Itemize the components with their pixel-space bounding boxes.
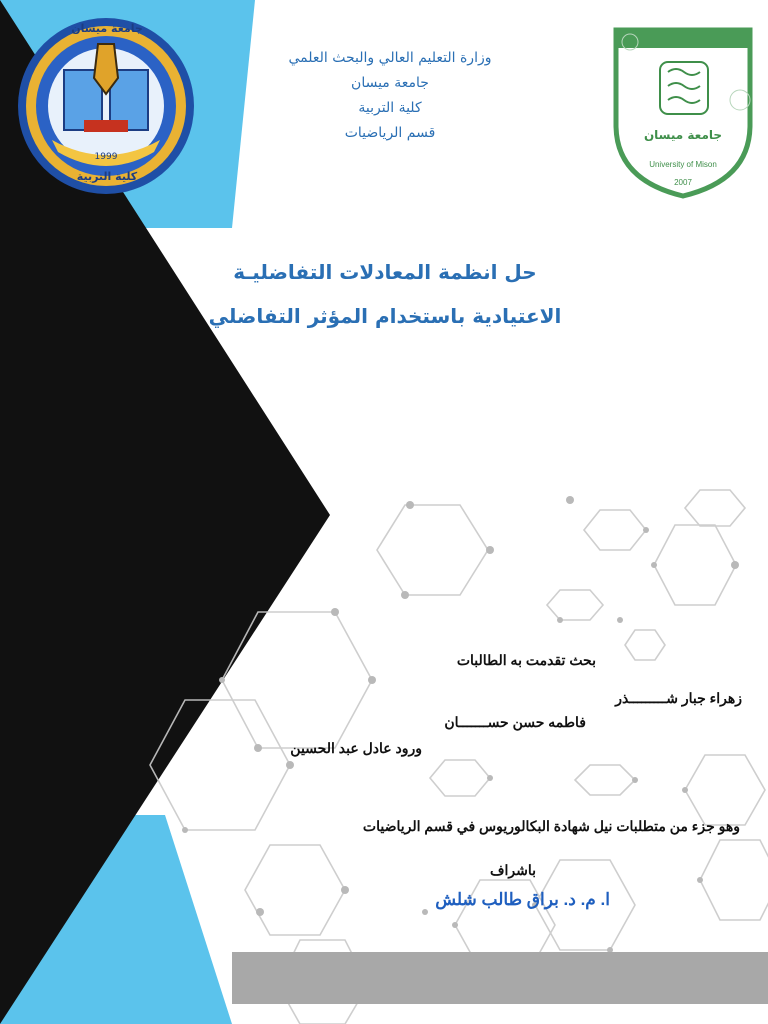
student-name-1: زهراء جبار شـــــــــذر [615, 690, 742, 706]
title-line-2: الاعتيادية باستخدام المؤثر التفاضلي [208, 304, 562, 328]
supervision-label: باشراف [489, 862, 536, 878]
department-name: قسم الرياضيات [344, 125, 436, 141]
footer-bar [232, 952, 768, 1004]
supervisor-name: ا. م. د. براق طالب شلش [435, 890, 610, 909]
college-logo [18, 18, 194, 194]
university-name: جامعة ميسان [351, 75, 429, 91]
degree-requirement: وهو جزء من متطلبات نيل شهادة البكالوريوس في قسم الرياضيات [362, 818, 740, 834]
university-logo-year: 2007 [674, 178, 692, 187]
college-logo-bottom-text: كلية التربية [76, 170, 138, 183]
title-line-1: حل انظمة المعادلات التفاضليـة [233, 260, 537, 284]
university-logo [616, 30, 750, 196]
college-logo-year: 1999 [94, 152, 118, 162]
university-logo-name-en: University of Mison [649, 160, 717, 169]
student-name-2: فاطمه حسن حســـــــان [444, 714, 586, 730]
college-name: كلية التربية [358, 100, 422, 116]
student-name-3: ورود عادل عبد الحسين [290, 740, 422, 756]
college-logo-top-text: جامعة ميسان [71, 22, 143, 35]
students-intro: بحث تقدمت به الطالبات [456, 652, 596, 668]
ministry-name: وزارة التعليم العالي والبحث العلمي [288, 50, 492, 66]
university-logo-name-ar: جامعة ميسان [643, 128, 723, 142]
research-title [190, 250, 580, 338]
institution-header [230, 46, 550, 146]
